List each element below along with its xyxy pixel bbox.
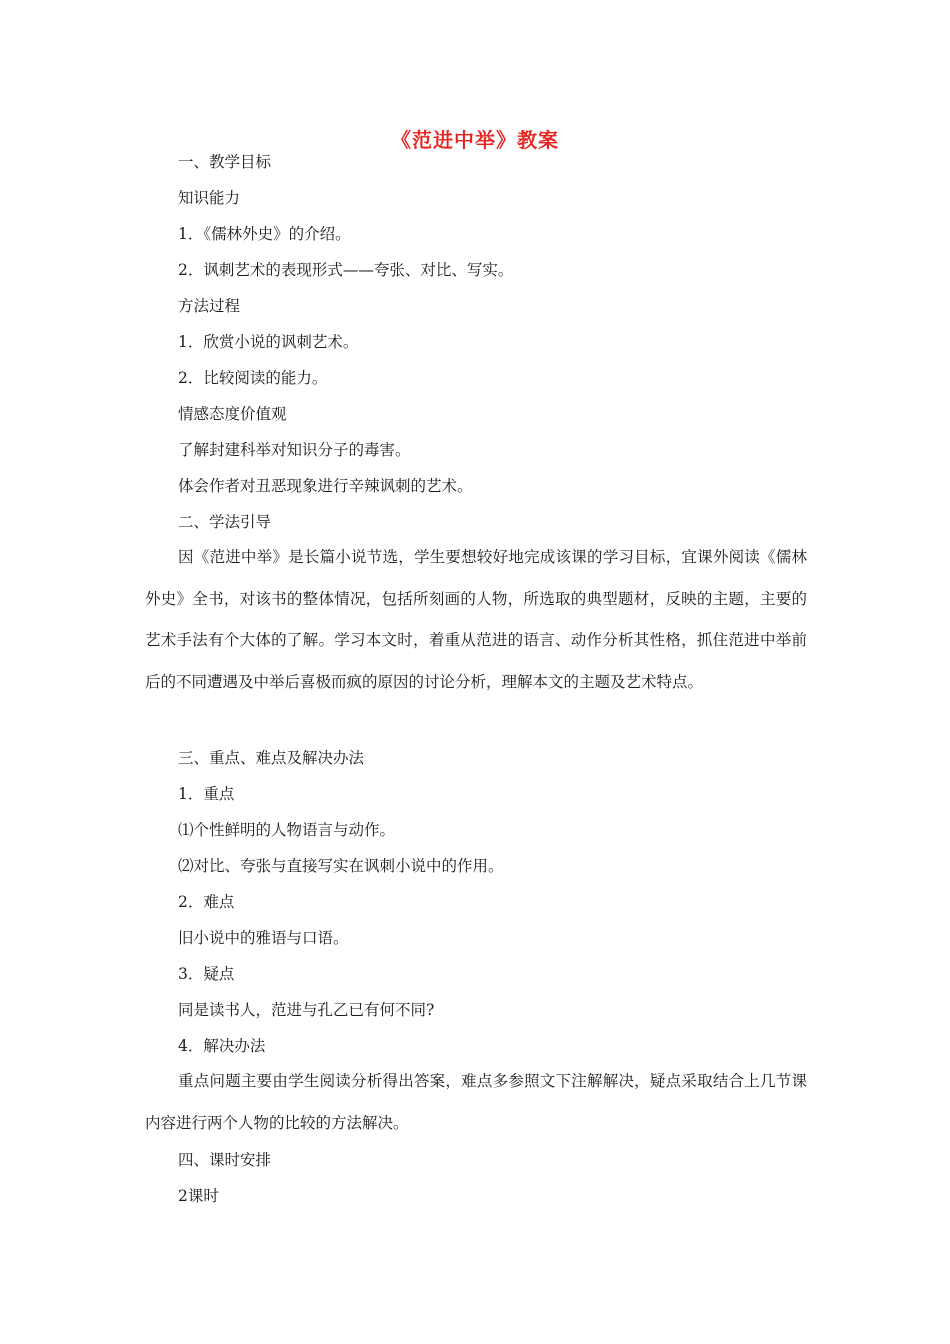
section-heading-schedule: 四、课时安排 [178,1151,272,1169]
paragraph-solution: 重点问题主要由学生阅读分析得出答案，难点多参照文下注解解决，疑点采取结合上几节课内容进行两个人物的比较的方法解决。 [145,1072,807,1132]
section-heading-study-guide: 二、学法引导 [178,513,272,531]
text-line: 了解封建科举对知识分子的毒害。 [178,441,411,459]
text-line: 2课时 [178,1187,219,1205]
document-title: 《范进中举》教案 [391,128,559,152]
subheading-knowledge-ability: 知识能力 [178,189,241,207]
text-line: 体会作者对丑恶现象进行辛辣讽刺的艺术。 [178,477,473,495]
subheading-method-process: 方法过程 [178,297,241,315]
paragraph-study-guide: 因《范进中举》是长篇小说节选，学生要想较好地完成该课的学习目标，宜课外阅读《儒林外史》全书，对该书的整体情况，包括所刻画的人物，所选取的典型题材，反映的主题，主要的艺术手法有个大体的了解。学习本文时，着重从范进的语言、动作分析其性格，抓住范进中举前后的不同遭遇及中举后喜极而疯的原因的讨论分析，理解本文的主题及艺术特点。 [145,548,807,691]
list-item: 1．欣赏小说的讽刺艺术。 [178,333,359,351]
text-line: 同是读书人，范进与孔乙已有何不同? [178,1001,435,1019]
list-item: ⑴个性鲜明的人物语言与动作。 [178,821,396,839]
list-item: 2．比较阅读的能力。 [178,369,328,387]
list-item: 2．讽刺艺术的表现形式——夸张、对比、写实。 [178,261,514,279]
subheading-difficulty: 2．难点 [178,893,235,911]
section-heading-teaching-goals: 一、教学目标 [178,153,272,171]
subheading-solution: 4．解决办法 [178,1037,266,1055]
subheading-emotion-values: 情感态度价值观 [178,405,287,423]
text-line: 旧小说中的雅语与口语。 [178,929,349,947]
list-item: 1．《儒林外史》的介绍。 [178,225,351,243]
subheading-doubt: 3．疑点 [178,965,235,983]
subheading-key-point: 1．重点 [178,785,235,803]
list-item: ⑵对比、夸张与直接写实在讽刺小说中的作用。 [178,857,504,875]
section-heading-key-points: 三、重点、难点及解决办法 [178,749,365,767]
